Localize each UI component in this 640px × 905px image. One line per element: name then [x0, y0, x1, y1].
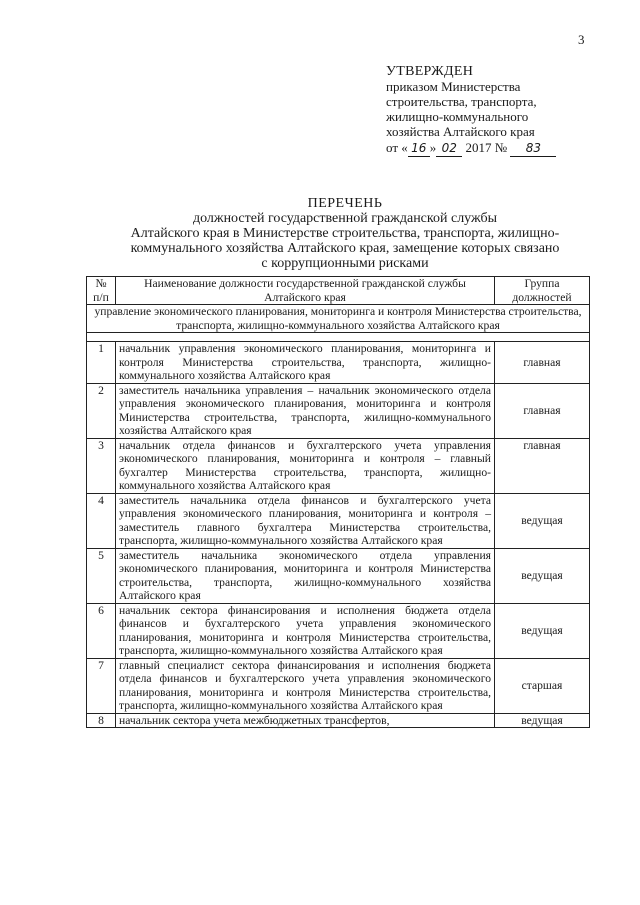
table-row	[87, 548, 590, 603]
table-row	[87, 493, 590, 548]
title-line-4: коммунального хозяйства Алтайского края, замещение которых связано	[130, 241, 560, 256]
table-row	[87, 438, 590, 493]
date-day: 16	[408, 141, 430, 157]
row-group: ведущая	[495, 493, 590, 548]
document-title	[100, 196, 590, 271]
row-group: главная	[495, 438, 590, 493]
row-group: главная	[495, 342, 590, 384]
row-group: ведущая	[495, 548, 590, 603]
table-header-row	[87, 277, 590, 305]
title-line-2: должностей государственной гражданской службы	[192, 211, 498, 226]
row-name: начальник сектора учета межбюджетных трансфертов,	[116, 713, 495, 728]
row-num: 3	[87, 438, 116, 493]
row-num: 7	[87, 658, 116, 713]
title-line-1: ПЕРЕЧЕНЬ	[307, 196, 383, 211]
positions-table	[86, 276, 590, 728]
row-name: начальник сектора финансирования и исполнения бюджета отдела финансов и бухгалтерского учета управления экономического планирования, мониторинга и контроля Министерства строительства, транспорта, жилищно-коммунального хозяйства Алтайского края	[116, 603, 495, 658]
header-name: Наименование должности государственной гражданской службы Алтайского края	[116, 277, 495, 305]
row-group: главная	[495, 383, 590, 438]
spacer-row	[87, 333, 590, 342]
row-group: старшая	[495, 658, 590, 713]
date-prefix: от «	[386, 140, 408, 155]
date-year: 2017 №	[465, 140, 508, 155]
date-month: 02	[436, 141, 462, 157]
row-name: главный специалист сектора финансирования и исполнения бюджета отдела финансов и бухгалтерского учета управления экономического планирования, мониторинга и контроля Министерства строительства, транспорта, жилищно-коммунального хозяйства Алтайского края	[116, 658, 495, 713]
table-row	[87, 383, 590, 438]
row-name: начальник отдела финансов и бухгалтерского учета управления экономического планирования, мониторинга и контроля – главный бухгалтер Министерства строительства, транспорта, жилищно-коммунального хозяйства Алтайского края	[116, 438, 495, 493]
row-num: 8	[87, 713, 116, 728]
row-num: 6	[87, 603, 116, 658]
page-number: 3	[578, 32, 585, 47]
row-name: заместитель начальника отдела финансов и бухгалтерского учета управления экономического планирования, мониторинга и контроля – заместитель главного бухгалтера Министерства строительства, транспорта, жилищно-коммунального хозяйства Алтайского края	[116, 493, 495, 548]
row-num: 5	[87, 548, 116, 603]
row-num: 4	[87, 493, 116, 548]
table-row	[87, 658, 590, 713]
row-name: заместитель начальника экономического отдела управления экономического планирования, мониторинга и контроля Министерства строительства, транспорта, жилищно-коммунального хозяйства Алтайского края	[116, 548, 495, 603]
approval-date-line	[386, 140, 596, 157]
table-row	[87, 603, 590, 658]
table-row	[87, 713, 590, 728]
department-row	[87, 305, 590, 333]
row-name: заместитель начальника управления – начальник экономического отдела управления экономического планирования, мониторинга и контроля Министерства строительства, транспорта, жилищно-коммунального хозяйства Алтайского края	[116, 383, 495, 438]
table-row	[87, 342, 590, 384]
approval-line-2: строительства, транспорта,	[386, 94, 537, 109]
header-num: № п/п	[87, 277, 116, 305]
approval-heading: УТВЕРЖДЕН	[386, 64, 474, 79]
row-num: 1	[87, 342, 116, 384]
row-group: ведущая	[495, 713, 590, 728]
row-num: 2	[87, 383, 116, 438]
order-number: 83	[510, 141, 556, 157]
approval-block	[386, 64, 596, 157]
row-name: начальник управления экономического планирования, мониторинга и контроля Министерства строительства, транспорта, жилищно-коммунального хозяйства Алтайского края	[116, 342, 495, 384]
header-group: Группа должностей	[495, 277, 590, 305]
approval-line-3: жилищно-коммунального	[386, 109, 529, 124]
date-mid: »	[429, 140, 437, 155]
approval-line-4: хозяйства Алтайского края	[386, 124, 535, 139]
title-line-3: Алтайского края в Министерстве строительства, транспорта, жилищно-	[130, 226, 560, 241]
approval-line-1: приказом Министерства	[386, 79, 521, 94]
title-line-5: с коррупционными рисками	[261, 256, 429, 271]
department-name: управление экономического планирования, мониторинга и контроля Министерства строительства, транспорта, жилищно-коммунального хозяйства Алтайского края	[87, 305, 590, 333]
row-group: ведущая	[495, 603, 590, 658]
